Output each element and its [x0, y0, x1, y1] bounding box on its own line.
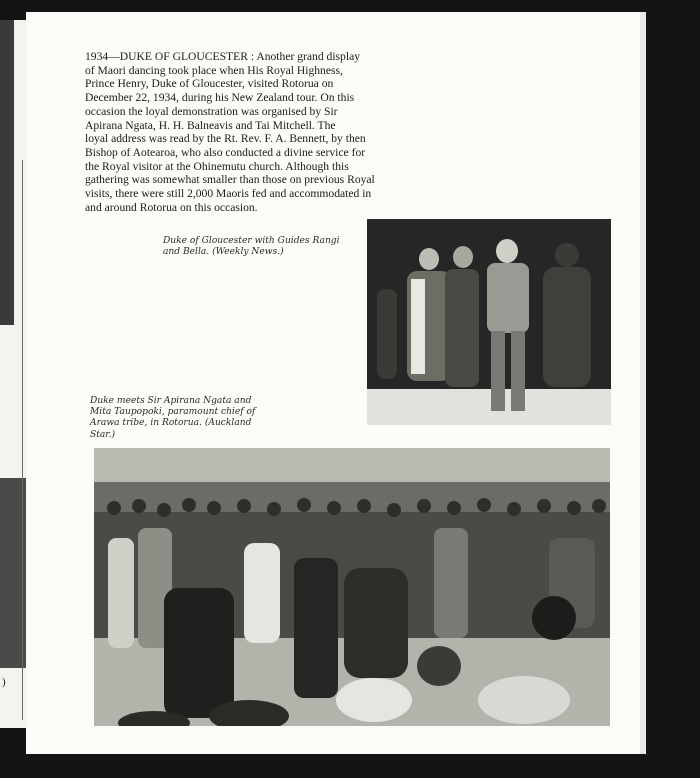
article-line: visits, there were still 2,000 Maoris fed and accommodated in: [85, 187, 372, 201]
previous-page-photo-strip: [0, 20, 14, 325]
article-text: [85, 50, 443, 214]
page-gutter-line: [22, 160, 23, 720]
article-line: Prince Henry, Duke of Gloucester, visited Rotorua on: [85, 77, 334, 91]
photo-crowd-rotorua-illustration: [94, 448, 610, 726]
caption-line: Duke of Gloucester with Guides Rangi: [163, 236, 340, 246]
article-line: of Maori dancing took place when His Royal Highness,: [85, 63, 343, 77]
photo-caption-duke-meets-ngata: [90, 396, 295, 441]
photo-crowd-rotorua: [94, 448, 610, 726]
article-line: December 22, 1934, during his New Zealand tour. On this: [85, 91, 355, 105]
caption-line: Duke meets Sir Apirana Ngata and: [90, 396, 252, 406]
article-line: the Royal visitor at the Ohinemutu church. Although this: [85, 159, 349, 173]
article-line: 1934—DUKE OF GLOUCESTER : Another grand display: [85, 50, 361, 63]
photo-caption-duke-with-guides: [163, 236, 358, 258]
article-line: Apirana Ngata, H. H. Balneavis and Tai Mitchell. The: [85, 118, 336, 132]
previous-page-photo-strip-lower: [0, 478, 28, 668]
caption-line: Star.): [90, 429, 116, 440]
article-line: and around Rotorua on this occasion.: [85, 200, 258, 214]
photo-duke-with-guides-illustration: [367, 219, 611, 425]
article-line: loyal address was read by the Rt. Rev. F. A. Bennett, by then: [85, 132, 366, 146]
article-line: Bishop of Aotearoa, who also conducted a divine service for: [85, 145, 366, 159]
article-line: gathering was somewhat smaller than those on previous Royal: [85, 173, 375, 187]
caption-line: and Bella. (Weekly News.): [163, 247, 284, 258]
photo-duke-with-guides: [367, 219, 611, 425]
article-line: occasion the loyal demonstration was organised by Sir: [85, 104, 338, 118]
caption-line: Arawa tribe, in Rotorua. (Auckland: [90, 418, 252, 429]
caption-line: Mita Taupopoki, paramount chief of: [90, 407, 256, 418]
previous-page-text-fragment: ): [2, 676, 6, 688]
